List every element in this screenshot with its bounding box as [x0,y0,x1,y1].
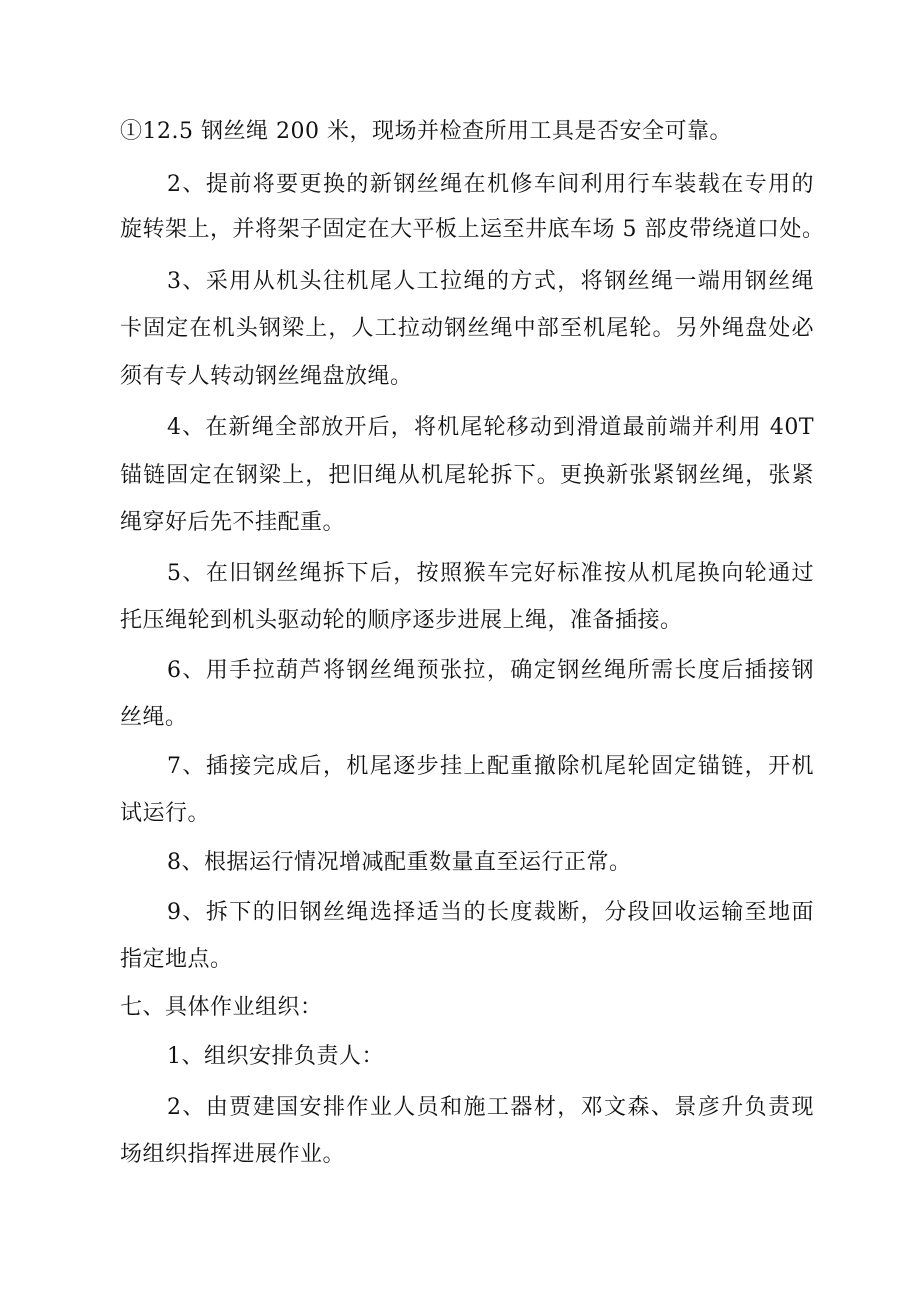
text-line-15: 试运行。 [120,801,211,826]
text-line-17: 9、拆下的旧钢丝绳选择适当的长度裁断，分段回收运输至地面 [167,900,814,925]
text-line-10: 5、在旧钢丝绳拆下后，按照猴车完好标准按从机尾换向轮通过 [167,561,814,586]
text-line-6: 须有专人转动钢丝绳盘放绳。 [120,364,413,389]
text-line-14: 7、插接完成后，机尾逐步挂上配重撤除机尾轮固定锚链，开机 [167,754,814,779]
text-line-2: 2、提前将要更换的新钢丝绳在机修车间利用行车装载在专用的 [167,172,814,197]
section-heading: 七、具体作业组织： [120,995,323,1020]
text-line-18: 指定地点。 [120,947,233,972]
text-line-12: 6、用手拉葫芦将钢丝绳预张拉，确定钢丝绳所需长度后插接钢 [167,658,814,683]
text-line-4: 3、采用从机头往机尾人工拉绳的方式，将钢丝绳一端用钢丝绳 [167,269,814,294]
text-line-3: 旋转架上，并将架子固定在大平板上运至井底车场 5 部皮带绕道口处。 [120,217,825,242]
text-line-8: 锚链固定在钢梁上，把旧绳从机尾轮拆下。更换新张紧钢丝绳，张紧 [120,463,814,488]
text-line-1: ①12.5 钢丝绳 200 米，现场并检查所用工具是否安全可靠。 [120,119,732,144]
text-line-16: 8、根据运行情况增减配重数量直至运行正常。 [167,850,632,875]
text-line-7: 4、在新绳全部放开后，将机尾轮移动到滑道最前端并利用 40T [167,415,814,440]
text-line-13: 丝绳。 [120,705,188,730]
text-line-9: 绳穿好后先不挂配重。 [120,510,346,535]
text-line-11: 托压绳轮到机头驱动轮的顺序逐步进展上绳，准备插接。 [120,608,683,633]
text-line-20: 1、组织安排负责人： [167,1044,384,1069]
text-line-5: 卡固定在机头钢梁上，人工拉动钢丝绳中部至机尾轮。另外绳盘处必 [120,316,814,341]
text-line-21: 2、由贾建国安排作业人员和施工器材，邓文森、景彦升负责现 [167,1095,814,1120]
text-line-22: 场组织指挥进展作业。 [120,1142,346,1167]
